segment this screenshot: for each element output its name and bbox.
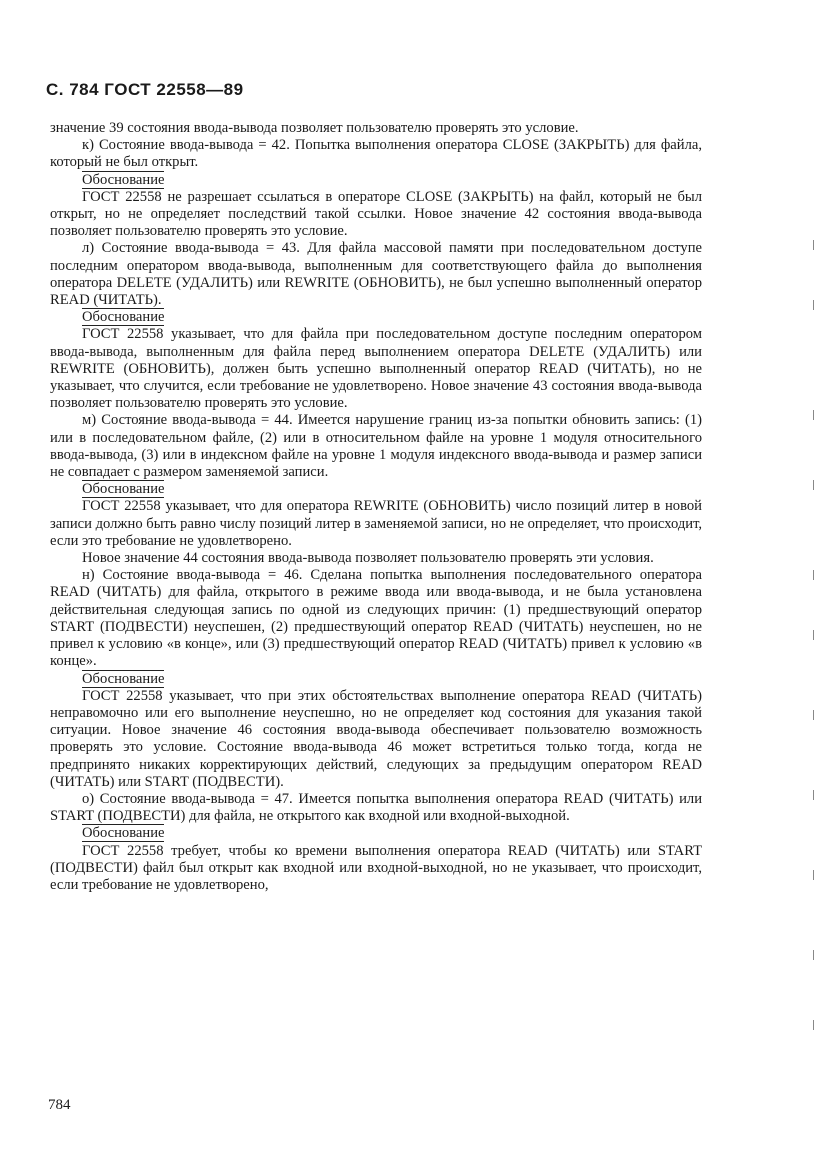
item-k: к) Состояние ввода-вывода = 42. Попытка выполнения оператора CLOSE (ЗАКРЫТЬ) для файла, который не был открыт. bbox=[50, 137, 702, 171]
rationale-heading: Обоснование bbox=[82, 670, 165, 687]
paragraph: ГОСТ 22558 указывает, что для файла при последовательном доступе последним оператором ввода-вывода, выполненным для файла перед выполнением оператора DELETE (УДАЛИТЬ) или REWRITE (ОБНОВИТЬ), должен быть успешно выполненный оператор READ (ЧИТАТЬ), но не указывает, что случится, если требование не удовлетворено. Новое значение 43 состояния ввода-вывода позволяет пользователю проверять это условие. bbox=[50, 326, 702, 412]
paragraph: ГОСТ 22558 требует, чтобы ко времени выполнения оператора READ (ЧИТАТЬ) или START (ПОДВЕСТИ) файл был открыт как входной или входной-выходной, но не указывает, что происходит, если требование не удовлетворено, bbox=[50, 842, 702, 893]
rationale-heading: Обоснование bbox=[82, 481, 165, 498]
item-l: л) Состояние ввода-вывода = 43. Для файла массовой памяти при последовательном доступе последним оператором ввода-вывода, выполненным для соответствующего файла до выполнения оператора DELETE (УДАЛИТЬ) или REWRITE (ОБНОВИТЬ), не был успешно выполненный оператор READ (ЧИТАТЬ). bbox=[50, 240, 702, 309]
page-header: С. 784 ГОСТ 22558—89 bbox=[46, 80, 244, 99]
item-n: н) Состояние ввода-вывода = 46. Сделана попытка выполнения последовательного оператора READ (ЧИТАТЬ) для файла, открытого в режиме ввода или ввода-вывода, и не была установлена действительная следующая запись по одной из следующих причин: (1) предшествующий оператор START (ПОДВЕСТИ) неуспешен, (2) предшествующий оператор READ (ЧИТАТЬ) неуспешен, но не привел к условию «в конце», или (3) предшествующий оператор READ (ЧИТАТЬ) привел к условию «в конце». bbox=[50, 567, 702, 670]
rationale-heading: Обоснование bbox=[82, 171, 165, 188]
scan-edge-marks bbox=[813, 150, 821, 1050]
rationale-heading: Обоснование bbox=[82, 309, 165, 326]
item-o: о) Состояние ввода-вывода = 47. Имеется попытка выполнения оператора READ (ЧИТАТЬ) или START (ПОДВЕСТИ) для файла, не открытого как входной или входной-выходной. bbox=[50, 790, 702, 825]
paragraph: ГОСТ 22558 указывает, что при этих обстоятельствах выполнение оператора READ (ЧИТАТЬ) неправомочно или его выполнение неуспешно, но не определяет код состояния для указания такой ситуации. Новое значение 46 состояния ввода-вывода обеспечивает пользователю возможность проверять это условие. Состояние ввода-вывода 46 может встретиться только тогда, когда не предпринято никаких корректирующих действий, следующих за предыдущим оператором READ (ЧИТАТЬ) или START (ПОДВЕСТИ). bbox=[50, 687, 702, 790]
paragraph: значение 39 состояния ввода-вывода позволяет пользователю проверять это условие. bbox=[50, 120, 579, 136]
page-number: 784 bbox=[48, 1097, 71, 1113]
paragraph: Новое значение 44 состояния ввода-вывода позволяет пользователю проверять эти условия. bbox=[82, 550, 654, 567]
body-text bbox=[50, 120, 702, 894]
item-m: м) Состояние ввода-вывода = 44. Имеется нарушение границ из-за попытки обновить запись: (1) или в последовательном файле, (2) или в относительном файле на уровне 1 модуля относительного ввода-вывода, (3) или в индексном файле на уровне 1 модуля индексного ввода-вывода и размер записи не совпадает с размером заменяемой записи. bbox=[50, 412, 702, 481]
rationale-heading: Обоснование bbox=[82, 825, 165, 842]
paragraph: ГОСТ 22558 указывает, что для оператора REWRITE (ОБНОВИТЬ) число позиций литер в новой записи должно быть равно числу позиций литер в заменяемой записи, но не определяет, что происходит, если это требование не удовлетворено. bbox=[50, 498, 702, 549]
paragraph: ГОСТ 22558 не разрешает ссылаться в операторе CLOSE (ЗАКРЫТЬ) на файл, который не был открыт, но не определяет последствий такой ссылки. Новое значение 42 состояния ввода-вывода позволяет пользователю проверять это условие. bbox=[50, 188, 702, 240]
